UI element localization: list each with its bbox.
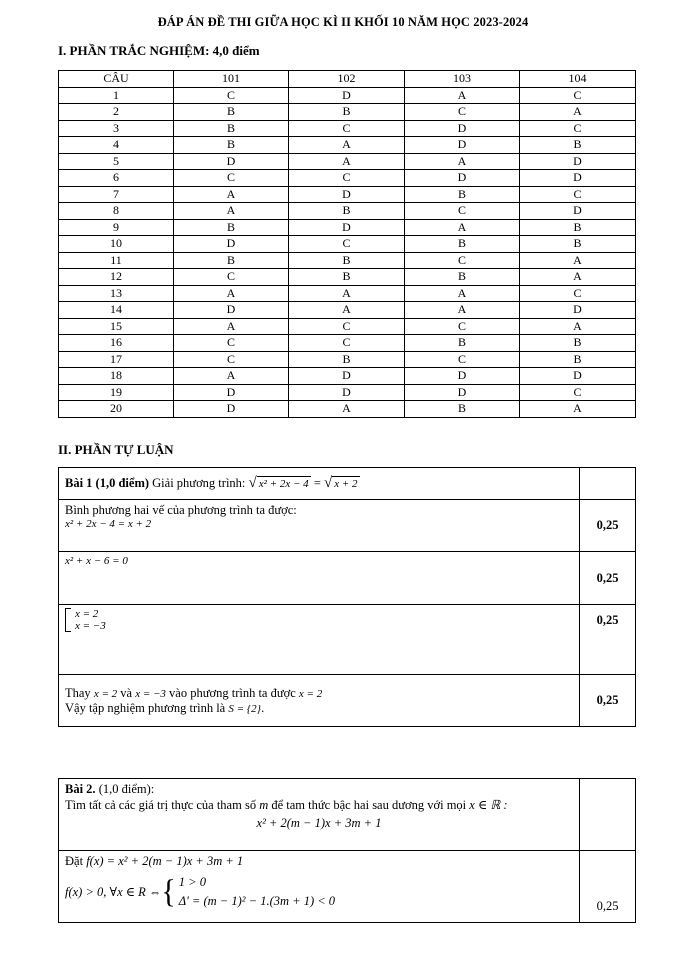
problem-2-table [58, 778, 636, 923]
problem-1-statement: Bài 1 (1,0 điểm) Giải phương trình: √ x² + 2x − 4 = √ x + 2 [59, 468, 580, 500]
table-row [59, 137, 636, 154]
answer-cell: A [520, 401, 636, 418]
question-number-cell: 1 [59, 87, 174, 104]
question-number-cell: 12 [59, 269, 174, 286]
problem-1-label: Bài 1 (1,0 điểm) [65, 475, 150, 490]
answer-cell: B [174, 104, 289, 121]
answer-cell: D [289, 368, 405, 385]
answer-cell: D [520, 368, 636, 385]
answer-cell: A [174, 318, 289, 335]
table-row [59, 335, 636, 352]
answer-cell: D [405, 137, 520, 154]
answer-cell: C [174, 170, 289, 187]
problem-1-step-2 [59, 552, 636, 605]
problem-1-step-4 [59, 675, 636, 727]
answer-cell: D [289, 87, 405, 104]
answer-cell: D [174, 302, 289, 319]
answer-cell: A [520, 269, 636, 286]
answer-cell: A [405, 219, 520, 236]
step-score: 0,25 [580, 552, 636, 605]
problem-2-score-header [580, 779, 636, 851]
answer-cell: A [289, 401, 405, 418]
question-number-cell: 19 [59, 384, 174, 401]
step-score: 0,25 [580, 851, 636, 923]
table-row [59, 384, 636, 401]
answer-cell: B [520, 335, 636, 352]
page-title: ĐÁP ÁN ĐỀ THI GIỮA HỌC KÌ II KHỐI 10 NĂM HỌC 2023-2024 [157, 15, 529, 29]
problem-1-header-row [59, 468, 636, 500]
answer-cell: D [405, 120, 520, 137]
question-number-cell: 16 [59, 335, 174, 352]
header-cell: CÂU [59, 71, 174, 88]
table-row [59, 318, 636, 335]
question-number-cell: 7 [59, 186, 174, 203]
answer-cell: B [289, 269, 405, 286]
answer-cell: D [520, 170, 636, 187]
answer-cell: A [174, 285, 289, 302]
answer-cell: B [289, 203, 405, 220]
problem-1-score-header [580, 468, 636, 500]
system-brace: { [161, 873, 176, 910]
answer-cell: B [289, 104, 405, 121]
table-row [59, 269, 636, 286]
answer-cell: D [174, 384, 289, 401]
step-content: x² + x − 6 = 0 [59, 552, 580, 605]
table-row [59, 368, 636, 385]
problem-2-statement: Bài 2. (1,0 điểm): Tìm tất cả các giá trị thực của tham số m để tam thức bậc hai sau dương với mọi x ∈ ℝ : x² + 2(m − 1)x + 3m + 1 [59, 779, 580, 851]
question-number-cell: 4 [59, 137, 174, 154]
table-row [59, 87, 636, 104]
answer-cell: A [405, 285, 520, 302]
answer-key-table [58, 70, 636, 418]
solution-bracket: x = 2 x = −3 [65, 608, 106, 632]
answer-cell: B [289, 351, 405, 368]
problem-1-step-3 [59, 605, 636, 675]
answer-cell: D [520, 203, 636, 220]
answer-cell: A [174, 186, 289, 203]
table-row [59, 302, 636, 319]
table-row [59, 203, 636, 220]
answer-cell: B [405, 269, 520, 286]
problem-1-table [58, 467, 636, 727]
table-row [59, 219, 636, 236]
answer-cell: C [520, 120, 636, 137]
header-cell: 104 [520, 71, 636, 88]
answer-cell: D [405, 368, 520, 385]
table-row [59, 252, 636, 269]
answer-cell: B [405, 401, 520, 418]
answer-cell: B [520, 351, 636, 368]
answer-cell: B [174, 219, 289, 236]
question-number-cell: 17 [59, 351, 174, 368]
step-content: Bình phương hai vế của phương trình ta được: x² + 2x − 4 = x + 2 [59, 500, 580, 552]
answer-cell: A [289, 153, 405, 170]
question-number-cell: 3 [59, 120, 174, 137]
question-number-cell: 13 [59, 285, 174, 302]
answer-cell: D [520, 153, 636, 170]
answer-cell: B [405, 186, 520, 203]
answer-cell: C [405, 252, 520, 269]
question-number-cell: 11 [59, 252, 174, 269]
question-number-cell: 2 [59, 104, 174, 121]
answer-cell: C [174, 335, 289, 352]
answer-cell: C [520, 285, 636, 302]
question-number-cell: 14 [59, 302, 174, 319]
step-score: 0,25 [580, 605, 636, 675]
problem-2-header-row [59, 779, 636, 851]
answer-cell: C [174, 269, 289, 286]
answer-cell: B [405, 335, 520, 352]
answer-cell: A [405, 87, 520, 104]
question-number-cell: 8 [59, 203, 174, 220]
answer-cell: C [289, 318, 405, 335]
quadratic-expression: x² + 2(m − 1)x + 3m + 1 [256, 816, 382, 830]
question-number-cell: 18 [59, 368, 174, 385]
sqrt-left: √ x² + 2x − 4 [248, 474, 309, 491]
answer-cell: D [174, 401, 289, 418]
problem-2-step-1 [59, 851, 636, 923]
answer-cell: C [174, 87, 289, 104]
answer-cell: A [520, 318, 636, 335]
answer-cell: C [405, 318, 520, 335]
answer-cell: B [520, 137, 636, 154]
answer-cell: A [174, 203, 289, 220]
step-content: Đặt f(x) = x² + 2(m − 1)x + 3m + 1 f(x) > 0, ∀x ∈ R ⇔ { 1 > 0 Δ' = (m − 1)² − 1.(3m + 1) < 0 [59, 851, 580, 923]
answer-cell: C [520, 87, 636, 104]
question-number-cell: 6 [59, 170, 174, 187]
section-heading-multiple-choice: I. PHẦN TRẮC NGHIỆM: 4,0 điểm [58, 43, 260, 58]
answer-cell: C [520, 186, 636, 203]
answer-cell: B [520, 236, 636, 253]
answer-table-header [59, 71, 636, 88]
answer-cell: C [520, 384, 636, 401]
answer-cell: D [405, 384, 520, 401]
answer-cell: A [174, 368, 289, 385]
answer-table-body [59, 87, 636, 417]
answer-cell: D [174, 153, 289, 170]
table-row [59, 401, 636, 418]
answer-cell: C [405, 351, 520, 368]
answer-cell: B [405, 236, 520, 253]
answer-cell: C [405, 104, 520, 121]
step-score: 0,25 [580, 675, 636, 727]
answer-cell: D [174, 236, 289, 253]
step-score: 0,25 [580, 500, 636, 552]
answer-cell: A [405, 302, 520, 319]
answer-cell: B [174, 137, 289, 154]
header-cell: 101 [174, 71, 289, 88]
answer-cell: A [289, 137, 405, 154]
answer-cell: C [289, 120, 405, 137]
answer-cell: A [289, 302, 405, 319]
step-content: Thay x = 2 và x = −3 vào phương trình ta được x = 2 Vậy tập nghiệm phương trình là S = {2}. [59, 675, 580, 727]
answer-cell: D [289, 186, 405, 203]
sqrt-right: √ x + 2 [324, 474, 358, 491]
answer-cell: C [405, 203, 520, 220]
table-row [59, 236, 636, 253]
question-number-cell: 9 [59, 219, 174, 236]
question-number-cell: 10 [59, 236, 174, 253]
header-cell: 103 [405, 71, 520, 88]
answer-cell: A [289, 285, 405, 302]
step-content [59, 605, 580, 675]
answer-cell: A [520, 104, 636, 121]
answer-cell: C [289, 236, 405, 253]
answer-cell: D [520, 302, 636, 319]
problem-2-label: Bài 2. [65, 782, 96, 796]
problem-1-prompt: Giải phương trình: [152, 475, 246, 490]
answer-cell: D [405, 170, 520, 187]
section-heading-essay: II. PHẦN TỰ LUẬN [58, 442, 174, 457]
answer-cell: C [174, 351, 289, 368]
answer-cell: B [174, 252, 289, 269]
answer-cell: A [405, 153, 520, 170]
answer-cell: B [174, 120, 289, 137]
answer-cell: B [520, 219, 636, 236]
answer-cell: C [289, 335, 405, 352]
table-row [59, 170, 636, 187]
table-row [59, 351, 636, 368]
table-row [59, 104, 636, 121]
question-number-cell: 15 [59, 318, 174, 335]
answer-cell: B [289, 252, 405, 269]
answer-cell: D [289, 384, 405, 401]
answer-cell: A [520, 252, 636, 269]
table-row [59, 120, 636, 137]
answer-cell: D [289, 219, 405, 236]
problem-1-step-1 [59, 500, 636, 552]
table-row [59, 153, 636, 170]
table-row [59, 186, 636, 203]
question-number-cell: 20 [59, 401, 174, 418]
header-cell: 102 [289, 71, 405, 88]
table-row [59, 285, 636, 302]
answer-cell: C [289, 170, 405, 187]
question-number-cell: 5 [59, 153, 174, 170]
